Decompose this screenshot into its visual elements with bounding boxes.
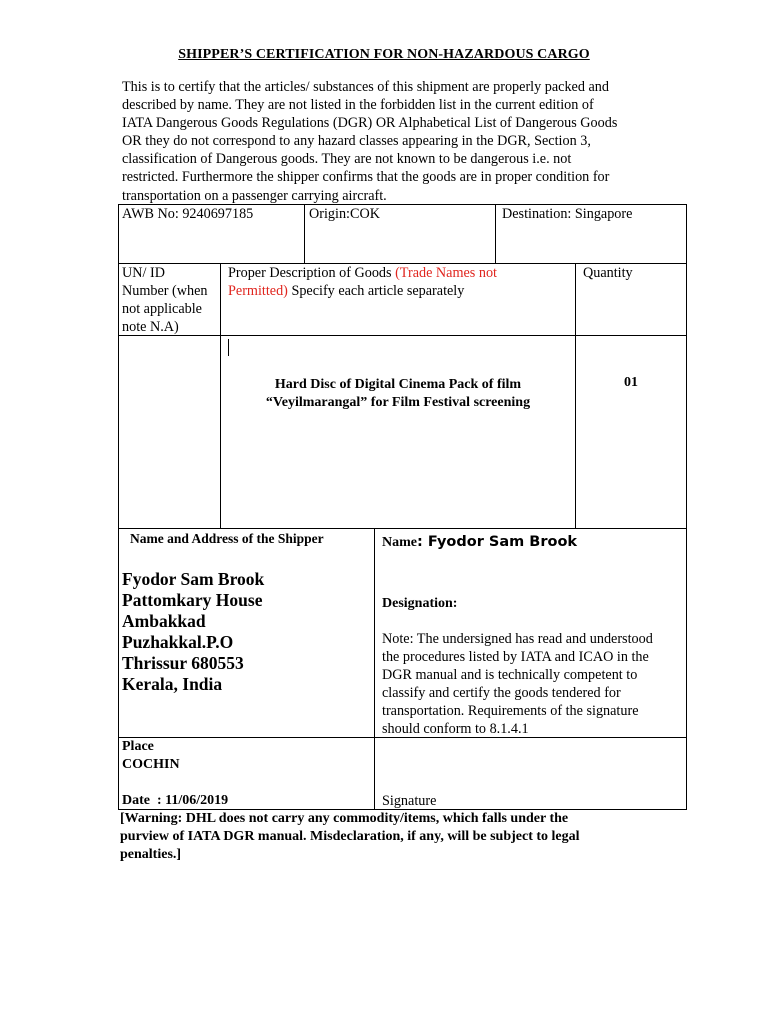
table-border <box>304 204 305 264</box>
intro-line: This is to certify that the articles/ substances of this shipment are properly packed and <box>122 79 609 95</box>
address-line: Kerala, India <box>122 674 223 694</box>
awb-number: AWB No: 9240697185 <box>122 206 254 222</box>
origin: Origin:COK <box>309 206 380 222</box>
date: Date : 11/06/2019 <box>122 793 229 808</box>
signatory-name <box>382 533 577 551</box>
intro-line: IATA Dangerous Goods Regulations (DGR) OR Alphabetical List of Dangerous Goods <box>122 115 618 132</box>
note-line: DGR manual and is technically competent to <box>382 667 638 683</box>
name-label: Name <box>382 535 417 550</box>
destination: Destination: Singapore <box>502 206 633 222</box>
note-line: classify and certify the goods tendered for <box>382 685 621 701</box>
table-border <box>118 528 687 529</box>
trade-names-warning: (Trade Names not <box>395 265 498 281</box>
table-border <box>686 204 687 810</box>
note-line: transportation. Requirements of the signature <box>382 703 639 719</box>
table-border <box>495 204 496 264</box>
intro-line: restricted. Furthermore the shipper confirms that the goods are in proper condition for <box>122 169 610 186</box>
certification-text <box>122 78 692 205</box>
header-line: not applicable <box>122 301 202 317</box>
table-border <box>374 528 375 810</box>
place-label: Place <box>122 739 154 754</box>
description-header-text: Specify each article separately <box>287 283 465 299</box>
address-line: Thrissur 680553 <box>122 653 244 673</box>
designation-label: Designation: <box>382 596 458 611</box>
intro-line: transportation on a passenger carrying aircraft. <box>122 187 387 204</box>
document-title: SHIPPER’S CERTIFICATION FOR NON-HAZARDOUS CARGO <box>178 47 590 62</box>
note-line: the procedures listed by IATA and ICAO in the <box>382 649 649 665</box>
intro-line: OR they do not correspond to any hazard classes appearing in the DGR, Section 3, <box>122 133 591 150</box>
shipper-heading: Name and Address of the Shipper <box>130 531 324 546</box>
trade-names-warning: Permitted) <box>228 283 288 299</box>
name-value: : Fyodor Sam Brook <box>417 534 578 550</box>
signature-label: Signature <box>382 793 437 809</box>
address-line: Pattomkary House <box>122 590 263 610</box>
warning-line: purview of IATA DGR manual. Misdeclaration, if any, will be subject to legal <box>120 829 580 845</box>
shipper-address <box>122 569 264 695</box>
header-line: UN/ ID <box>122 265 165 281</box>
un-id-header <box>122 264 208 336</box>
intro-line: described by name. They are not listed in the forbidden list in the current edition of <box>122 97 594 114</box>
note-line: Note: The undersigned has read and understood <box>382 631 653 647</box>
place-value: COCHIN <box>122 757 180 772</box>
header-line: Number (when <box>122 283 208 299</box>
note-line: should conform to 8.1.4.1 <box>382 721 529 737</box>
quantity-header: Quantity <box>583 265 633 281</box>
dhl-warning <box>120 810 580 865</box>
intro-line: classification of Dangerous goods. They are not known to be dangerous i.e. not <box>122 151 572 168</box>
goods-quantity: 01 <box>624 375 638 390</box>
table-border <box>575 263 576 529</box>
description-header-text: Proper Description of Goods <box>228 265 396 281</box>
table-border <box>118 204 119 810</box>
address-line: Puzhakkal.P.O <box>122 632 234 652</box>
text-cursor-mark <box>228 339 229 356</box>
warning-line: penalties.] <box>120 847 182 863</box>
description-header <box>228 264 573 300</box>
address-line: Ambakkad <box>122 611 206 631</box>
address-line: Fyodor Sam Brook <box>122 569 265 589</box>
goods-description-line: Hard Disc of Digital Cinema Pack of film <box>274 377 522 392</box>
header-line: note N.A) <box>122 319 179 335</box>
goods-description-line: “Veyilmarangal” for Film Festival screening <box>265 395 531 410</box>
certification-note <box>382 630 653 738</box>
warning-line: [Warning: DHL does not carry any commodity/items, which falls under the <box>120 811 569 826</box>
goods-description <box>221 376 575 412</box>
